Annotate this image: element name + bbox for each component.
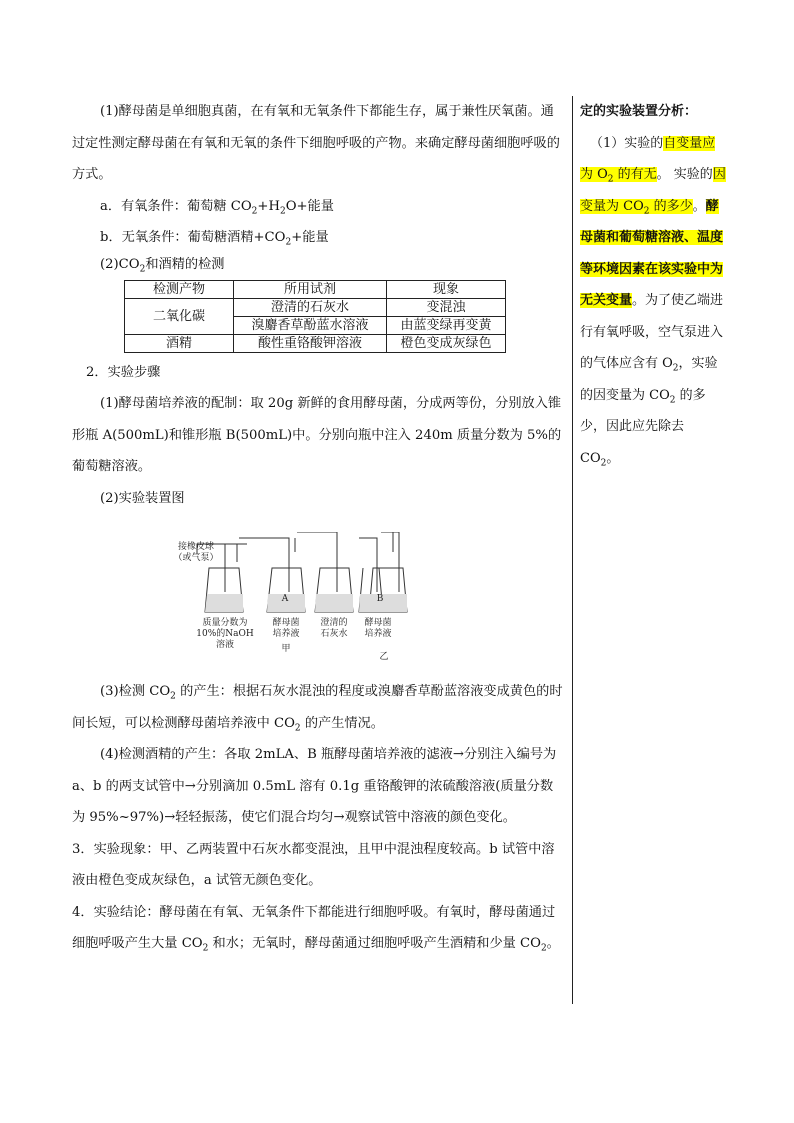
table-cell: 橙色变成灰绿色 bbox=[387, 334, 506, 352]
column-divider bbox=[572, 96, 573, 1004]
detection-heading: $(2)CO_2$和酒精的检测 bbox=[100, 256, 225, 275]
pump-label: 接橡皮球（或气泵） bbox=[173, 542, 219, 563]
highlight-irrelevant-variable: 酵母菌和葡萄糖溶液、温度等环境因素在该实验中为无关变量 bbox=[580, 198, 724, 308]
table-header: 现象 bbox=[387, 280, 506, 298]
setup-jia-label: 甲 bbox=[281, 644, 291, 654]
paragraph-alcohol-detection: (4)检测酒精的产生：各取 2mLA、B 瓶酵母菌培养液的滤液→分别注入编号为 a、b 的两支试管中→分别滴加 0.5mL 溶有 0.1g 重铬酸钾的浓硫酸溶液(质量分数为 95%~97%)→轻轻振荡，使它们混合均匀→观察试管中溶液的颜色变化。 bbox=[72, 747, 557, 825]
paragraph-conclusion: 4．实验结论：酵母菌在有氧、无氧条件下都能进行细胞呼吸。有氧时，酵母菌通过细胞呼吸产生大量 $CO_2$ 和水；无氧时，酵母菌通过细胞呼吸产生酒精和少量 $CO_2$。 bbox=[72, 904, 560, 954]
table-cell: 溴麝香草酚蓝水溶液 bbox=[234, 316, 387, 334]
detection-table bbox=[124, 280, 506, 353]
highlight-dependent-variable: 因变量为 $CO_2$ 的多少 bbox=[580, 167, 726, 217]
paragraph-culture-prep: (1)酵母菌培养液的配制：取 20g 新鲜的食用酵母菌，分成两等份，分别放入锥形瓶 A(500mL)和锥形瓶 B(500mL)中。分别向瓶中注入 240m 质量分数为 5%的葡萄糖溶液。 bbox=[72, 396, 562, 474]
side-analysis: （1）实验的自变量应为 $O_2$ 的有无。 实验的因变量为 $CO_2$ 的多少。酵母菌和葡萄糖溶液、温度等环境因素在该实验中为无关变量。为了使乙端进行有氧呼吸，空气泵进入的气体应含有 $O_2$，实验的因变量为 $CO_2$ 的多少，因此应先除去 $CO_2$。 bbox=[580, 135, 726, 469]
table-cell: 澄清的石灰水 bbox=[234, 298, 387, 316]
label-b: B bbox=[376, 594, 384, 604]
naoh-label: 质量分数为10%的NaOH溶液 bbox=[196, 618, 254, 650]
apparatus-heading: (2)实验装置图 bbox=[100, 490, 185, 506]
steps-heading: 2．实验步骤 bbox=[86, 364, 161, 380]
lime-label-a: 澄清的石灰水 bbox=[320, 618, 348, 639]
anaerobic-equation: b．无氧条件：葡萄糖酒精$+CO_2+$能量 bbox=[100, 230, 329, 248]
paragraph-yeast-intro: (1)酵母菌是单细胞真菌，在有氧和无氧条件下都能生存，属于兼性厌氧菌。通过定性测定酵母菌在有氧和无氧的条件下细胞呼吸的产物。来确定酵母菌细胞呼吸的方式。 bbox=[72, 104, 560, 182]
table-cell: 二氧化碳 bbox=[125, 298, 234, 334]
setup-yi-label: 乙 bbox=[379, 652, 389, 662]
highlight-independent-variable: 自变量应为 $O_2$ 的有无 bbox=[580, 135, 716, 185]
side-notes bbox=[580, 96, 726, 474]
paragraph-co2-detection: (3)检测 $CO_2$ 的产生：根据石灰水混浊的程度或溴麝香草酚蓝溶液变成黄色的时间长短，可以检测酵母菌培养液中 $CO_2$ 的产生情况。 bbox=[72, 684, 563, 734]
table-header: 检测产物 bbox=[125, 280, 234, 298]
table-cell: 酒精 bbox=[125, 334, 234, 352]
yeast-label-a: 酵母菌培养液 bbox=[272, 618, 300, 639]
paragraph-phenomenon: 3．实验现象：甲、乙两装置中石灰水都变混浊，且甲中混浊程度较高。b 试管中溶液由橙色变成灰绿色，a 试管无颜色变化。 bbox=[72, 841, 555, 888]
table-cell: 酸性重铬酸钾溶液 bbox=[234, 334, 387, 352]
table-cell: 变混浊 bbox=[387, 298, 506, 316]
main-column bbox=[72, 96, 566, 960]
aerobic-equation: a．有氧条件：葡萄糖 $CO_2+H_2O+$能量 bbox=[100, 198, 334, 217]
table-header: 所用试剂 bbox=[234, 280, 387, 298]
table-cell: 由蓝变绿再变黄 bbox=[387, 316, 506, 334]
apparatus-figure bbox=[173, 532, 417, 662]
side-heading: 定的实验装置分析： bbox=[580, 104, 698, 119]
yeast-label-b: 酵母菌培养液 bbox=[364, 618, 392, 639]
label-a: A bbox=[281, 594, 289, 604]
